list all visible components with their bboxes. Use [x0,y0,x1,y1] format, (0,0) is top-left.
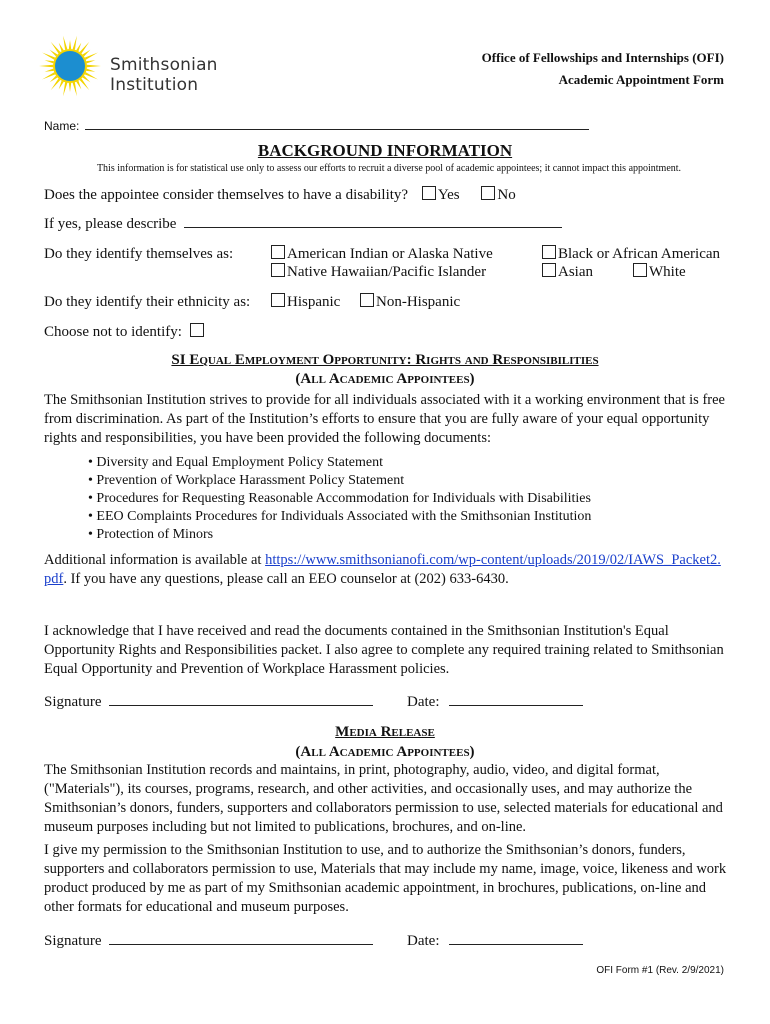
ethnicity-option-non-hispanic [360,293,460,312]
race-option-american-indian [271,245,493,264]
hispanic-checkbox[interactable] [271,293,285,307]
acknowledgement: I acknowledge that I have received and read the documents contained in the Smithsonian Institution's Equal Opportunity Rights and Responsibilities packet. I also agree to complete any required training related to Smithsonian Equal Opportunity and Prevention of Workplace Harassment policies. [44,623,724,677]
media-heading-line-1: Media Release [335,724,435,740]
logo-line-2: Institution [110,75,199,95]
list-item: • Protection of Minors [88,527,214,542]
native-hawaiian-label: Native Hawaiian/Pacific Islander [287,264,487,280]
logo-line-1: Smithsonian [110,55,218,75]
media-heading [0,722,770,762]
documents-list [88,454,728,544]
describe-row [44,215,562,234]
additional-info [44,551,724,589]
disability-no-label: No [497,187,516,203]
eeo-signature-row [44,693,373,712]
race-option-black [542,245,720,264]
disability-yes-label: Yes [437,187,460,203]
identify-question: Do they identify themselves as: [44,246,234,262]
non-hispanic-checkbox[interactable] [360,293,374,307]
non-hispanic-label: Non-Hispanic [376,294,461,310]
logo-text [110,55,218,95]
asian-checkbox[interactable] [542,263,556,277]
media-heading-line-2: (All Academic Appointees) [295,744,475,760]
background-note: This information is for statistical use only to assess our efforts to recruit a diverse pool of academic appointees; it cannot impact this appointment. [96,163,682,174]
black-checkbox[interactable] [542,245,556,259]
eeo-date-field[interactable] [449,693,583,706]
office-title: Office of Fellowships and Internships (OFI) [481,50,724,65]
name-row [44,117,589,133]
eeo-date-row [407,693,583,712]
asian-label: Asian [558,264,593,280]
media-paragraph-2: I give my permission to the Smithsonian Institution to use, and to authorize the Smithsonian’s donors, funders, supporters and collaborators permission to use, Materials that may include my name, image, voice, likeness and work product produced by me as part of my Smithsonian academic appointment, in brochures, publications, on-line and other formats for educational and museum purposes. [44,842,727,915]
list-item: • EEO Complaints Procedures for Individuals Associated with the Smithsonian Institution [88,509,592,524]
hispanic-label: Hispanic [287,294,341,310]
eeo-heading-line-2: (All Academic Appointees) [295,371,475,387]
media-paragraph-1: The Smithsonian Institution records and maintains, in print, photography, audio, video, and digital format, ("Materials"), its courses, programs, research, and other activities, and occasionally uses, and may authorize the Smithsonian’s donors, funders, supporters and collaborators permission to use, selected materials for educational and museum purposes including but not limited to publications, brochures, and on-line. [44,762,723,835]
name-label: Name: [44,119,80,133]
choose-not-label: Choose not to identify: [44,324,182,340]
additional-suffix: . If you have any questions, please call an EEO counselor at (202) 633-6430. [63,571,509,587]
describe-field[interactable] [184,215,562,228]
eeo-signature-field[interactable] [109,693,373,706]
eeo-date-label: Date: [407,694,440,710]
form-footer: OFI Form #1 (Rev. 2/9/2021) [596,965,724,976]
native-hawaiian-checkbox[interactable] [271,263,285,277]
eeo-heading [0,351,770,389]
choose-not-row [44,323,206,342]
list-item: • Prevention of Workplace Harassment Policy Statement [88,473,405,488]
media-signature-field[interactable] [109,932,373,945]
black-label: Black or African American [558,246,721,262]
list-item: • Diversity and Equal Employment Policy Statement [88,455,383,470]
american-indian-checkbox[interactable] [271,245,285,259]
media-date-row [407,932,583,951]
disability-yes-checkbox[interactable] [422,186,436,200]
ethnicity-question: Do they identify their ethnicity as: [44,294,251,310]
white-label: White [649,264,686,280]
eeo-paragraph: The Smithsonian Institution strives to provide for all individuals associated with it a working environment that is free from discrimination. As part of the Institution’s efforts to ensure that you are fully aware of your equal opportunity rights and responsibilities, you have been provided the following documents: [44,392,725,446]
eeo-signature-label: Signature [44,694,102,710]
media-date-label: Date: [407,933,440,949]
eeo-heading-line-1: SI Equal Employment Opportunity: Rights and Responsibilities [171,352,599,368]
smithsonian-sun-logo-icon [38,34,102,98]
media-date-field[interactable] [449,932,583,945]
disability-no-checkbox[interactable] [481,186,495,200]
describe-label: If yes, please describe [44,216,177,232]
disability-row [44,186,516,205]
white-checkbox[interactable] [633,263,647,277]
list-item: • Procedures for Requesting Reasonable Accommodation for Individuals with Disabilities [88,491,591,506]
name-field[interactable] [85,117,589,130]
ethnicity-option-hispanic [271,293,340,312]
race-option-asian [542,263,593,282]
form-title: Academic Appointment Form [558,72,724,87]
american-indian-label: American Indian or Alaska Native [287,246,493,262]
background-heading: BACKGROUND INFORMATION [257,141,513,160]
race-option-native-hawaiian [271,263,486,282]
race-option-white [633,263,686,282]
additional-prefix: Additional information is available at [44,552,266,568]
media-signature-label: Signature [44,933,102,949]
media-signature-row [44,932,373,951]
form-header [482,47,724,91]
disability-question: Does the appointee consider themselves to have a disability? [44,187,409,203]
choose-not-checkbox[interactable] [190,323,204,337]
iaws-packet-link[interactable]: https://www.smithsonianofi.com/wp-content/uploads/2019/02/IAWS_Packet2.pdf [44,552,721,587]
